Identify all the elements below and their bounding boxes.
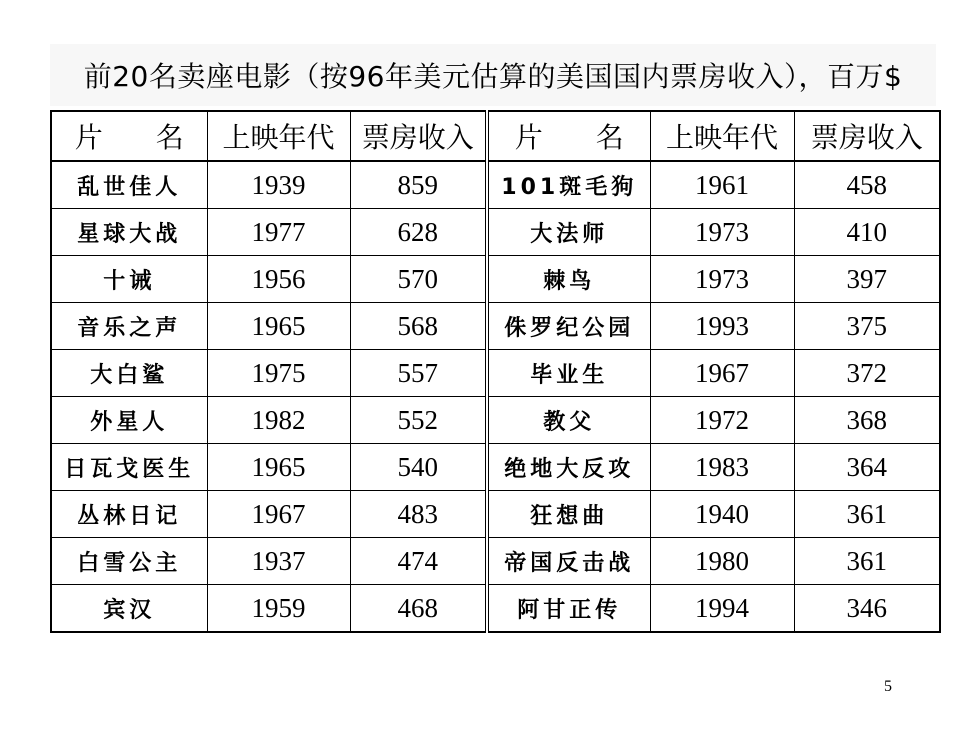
release-year-right: 1994 — [650, 585, 794, 633]
revenue-left: 483 — [350, 491, 487, 538]
release-year-right: 1980 — [650, 538, 794, 585]
header-name-left: 片 名 — [51, 111, 207, 161]
release-year-right: 1967 — [650, 350, 794, 397]
page-number: 5 — [884, 678, 892, 695]
film-name-left: 外星人 — [51, 397, 207, 444]
revenue-right: 364 — [794, 444, 940, 491]
release-year-left: 1939 — [207, 161, 350, 209]
film-name-right: 棘鸟 — [487, 256, 650, 303]
release-year-left: 1967 — [207, 491, 350, 538]
release-year-left: 1982 — [207, 397, 350, 444]
revenue-left: 859 — [350, 161, 487, 209]
revenue-right: 368 — [794, 397, 940, 444]
film-name-left: 大白鲨 — [51, 350, 207, 397]
film-name-right: 帝国反击战 — [487, 538, 650, 585]
header-name-right: 片 名 — [487, 111, 650, 161]
film-name-left: 音乐之声 — [51, 303, 207, 350]
revenue-right: 375 — [794, 303, 940, 350]
film-name-left: 星球大战 — [51, 209, 207, 256]
table-header-row — [51, 111, 940, 161]
release-year-right: 1972 — [650, 397, 794, 444]
table-row — [51, 303, 940, 350]
revenue-left: 570 — [350, 256, 487, 303]
film-name-right: 侏罗纪公园 — [487, 303, 650, 350]
film-name-right: 阿甘正传 — [487, 585, 650, 633]
film-name-left: 宾汉 — [51, 585, 207, 633]
release-year-right: 1973 — [650, 256, 794, 303]
revenue-right: 397 — [794, 256, 940, 303]
film-name-right: 101斑毛狗 — [487, 161, 650, 209]
table-row — [51, 209, 940, 256]
release-year-right: 1940 — [650, 491, 794, 538]
film-name-right: 大法师 — [487, 209, 650, 256]
release-year-right: 1961 — [650, 161, 794, 209]
revenue-left: 474 — [350, 538, 487, 585]
revenue-right: 346 — [794, 585, 940, 633]
revenue-left: 557 — [350, 350, 487, 397]
revenue-left: 568 — [350, 303, 487, 350]
table-row — [51, 161, 940, 209]
release-year-left: 1975 — [207, 350, 350, 397]
film-name-right: 绝地大反攻 — [487, 444, 650, 491]
revenue-left: 552 — [350, 397, 487, 444]
revenue-right: 410 — [794, 209, 940, 256]
release-year-left: 1977 — [207, 209, 350, 256]
slide-title-box — [50, 44, 936, 106]
film-name-left: 十诫 — [51, 256, 207, 303]
revenue-right: 361 — [794, 538, 940, 585]
header-revenue-left: 票房收入 — [350, 111, 487, 161]
header-year-left: 上映年代 — [207, 111, 350, 161]
header-year-right: 上映年代 — [650, 111, 794, 161]
film-name-left: 丛林日记 — [51, 491, 207, 538]
revenue-left: 628 — [350, 209, 487, 256]
film-name-right: 毕业生 — [487, 350, 650, 397]
box-office-table — [50, 110, 941, 633]
film-name-right: 教父 — [487, 397, 650, 444]
film-name-left: 日瓦戈医生 — [51, 444, 207, 491]
table-row — [51, 585, 940, 633]
release-year-left: 1965 — [207, 444, 350, 491]
revenue-right: 458 — [794, 161, 940, 209]
release-year-left: 1965 — [207, 303, 350, 350]
film-name-left: 白雪公主 — [51, 538, 207, 585]
table-row — [51, 256, 940, 303]
revenue-right: 361 — [794, 491, 940, 538]
release-year-left: 1937 — [207, 538, 350, 585]
release-year-left: 1959 — [207, 585, 350, 633]
table-row — [51, 538, 940, 585]
table-row — [51, 350, 940, 397]
slide-title: 前20名卖座电影（按96年美元估算的美国国内票房收入），百万$ — [83, 60, 903, 93]
table-row — [51, 397, 940, 444]
revenue-left: 468 — [350, 585, 487, 633]
header-revenue-right: 票房收入 — [794, 111, 940, 161]
release-year-left: 1956 — [207, 256, 350, 303]
revenue-right: 372 — [794, 350, 940, 397]
table-row — [51, 491, 940, 538]
release-year-right: 1993 — [650, 303, 794, 350]
release-year-right: 1983 — [650, 444, 794, 491]
table-row — [51, 444, 940, 491]
revenue-left: 540 — [350, 444, 487, 491]
release-year-right: 1973 — [650, 209, 794, 256]
film-name-left: 乱世佳人 — [51, 161, 207, 209]
film-name-right: 狂想曲 — [487, 491, 650, 538]
